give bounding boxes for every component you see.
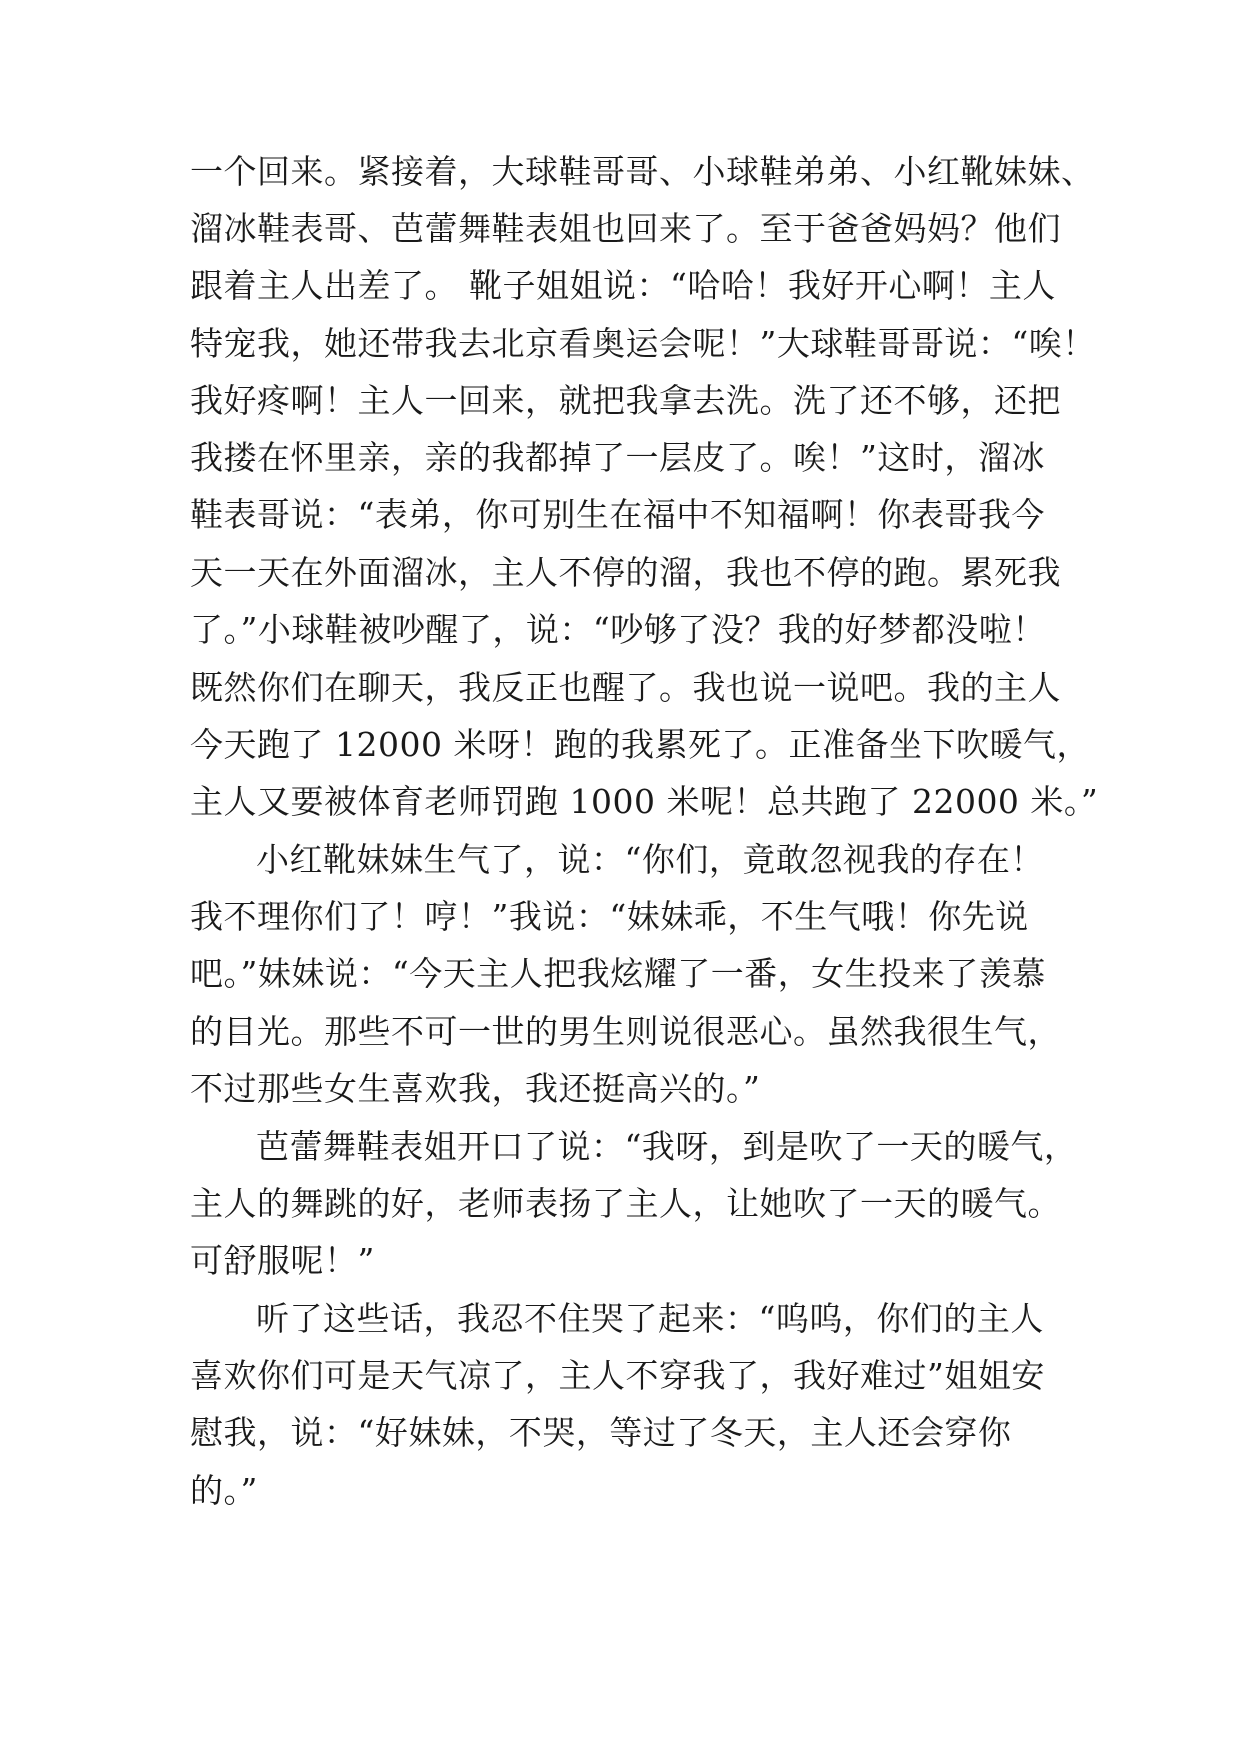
text-line: 既然你们在聊天，我反正也醒了。我也说一说吧。我的主人: [190, 668, 1061, 707]
text-line: 一个回来。紧接着，大球鞋哥哥、小球鞋弟弟、小红靴妹妹、: [190, 152, 1095, 191]
text-line: 天一天在外面溜冰，主人不停的溜，我也不停的跑。累死我: [190, 553, 1061, 592]
text-line: 主人又要被体育老师罚跑 1000 米呢！总共跑了 22000 米。”: [190, 782, 1099, 821]
text-line: 的目光。那些不可一世的男生则说很恶心。虽然我很生气，: [190, 1012, 1061, 1051]
text-line: 跟着主人出差了。 靴子姐姐说：“哈哈！我好开心啊！主人: [190, 266, 1056, 305]
text-line: 特宠我，她还带我去北京看奥运会呢！”大球鞋哥哥说：“唉！: [190, 324, 1096, 363]
text-line: 我搂在怀里亲，亲的我都掉了一层皮了。唉！”这时，溜冰: [190, 438, 1045, 477]
text-line: 可舒服呢！”: [190, 1241, 375, 1280]
text-line: 的。”: [190, 1471, 258, 1510]
text-line: 主人的舞跳的好，老师表扬了主人，让她吹了一天的暖气。: [190, 1184, 1061, 1223]
text-line: 我好疼啊！主人一回来，就把我拿去洗。洗了还不够，还把: [190, 381, 1061, 420]
text-line: 鞋表哥说：“表弟，你可别生在福中不知福啊！你表哥我今: [190, 495, 1045, 534]
text-line: 吧。”妹妹说：“今天主人把我炫耀了一番，女生投来了羡慕: [190, 954, 1046, 993]
paragraph-first-line: 小红靴妹妹生气了，说：“你们，竟敢忽视我的存在！: [256, 840, 1044, 879]
text-line: 我不理你们了！哼！”我说：“妹妹乖，不生气哦！你先说: [190, 897, 1029, 936]
text-line: 不过那些女生喜欢我，我还挺高兴的。”: [190, 1069, 761, 1108]
paragraph-first-line: 听了这些话，我忍不住哭了起来：“呜呜，你们的主人: [256, 1299, 1044, 1338]
text-line: 慰我，说：“好妹妹，不哭，等过了冬天，主人还会穿你: [190, 1413, 1012, 1452]
text-line: 今天跑了 12000 米呀！跑的我累死了。正准备坐下吹暖气，: [190, 725, 1090, 764]
text-line: 溜冰鞋表哥、芭蕾舞鞋表姐也回来了。至于爸爸妈妈？他们: [190, 209, 1061, 248]
text-line: 喜欢你们可是天气凉了，主人不穿我了，我好难过”姐姐安: [190, 1356, 1045, 1395]
paragraph-first-line: 芭蕾舞鞋表姐开口了说：“我呀，到是吹了一天的暖气，: [256, 1127, 1078, 1166]
text-line: 了。”小球鞋被吵醒了，说：“吵够了没？我的好梦都没啦！: [190, 610, 1046, 649]
